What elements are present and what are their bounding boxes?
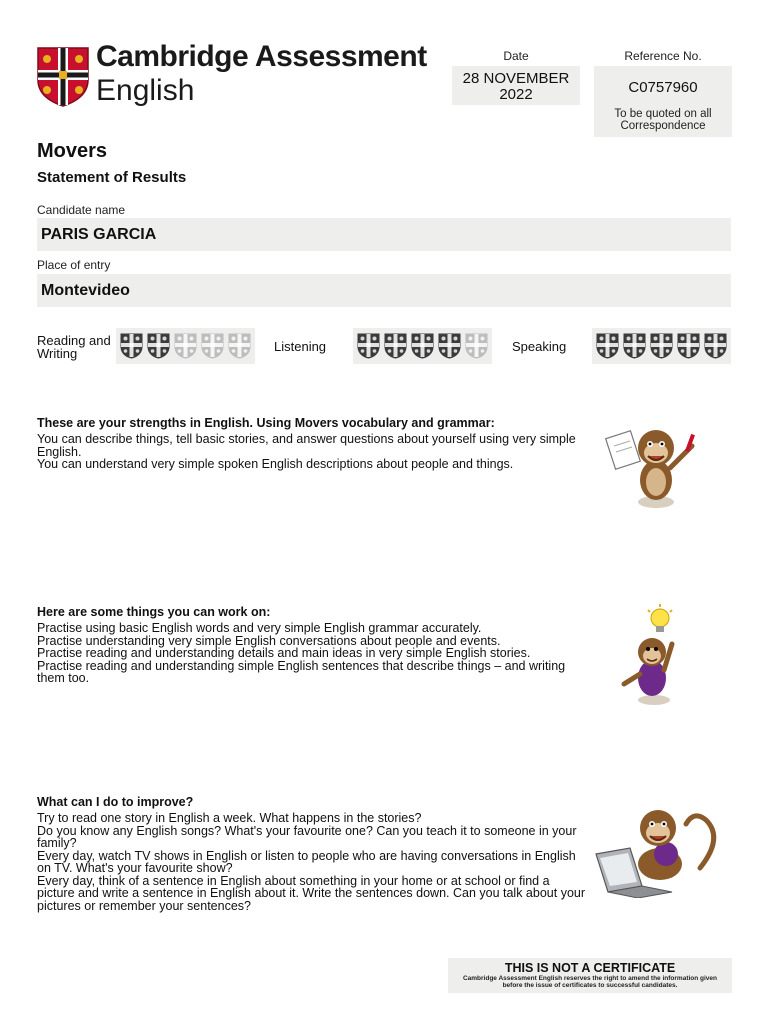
body-line: You can describe things, tell basic stories, and answer questions about yourself using very simple English. [37, 432, 576, 459]
shield-filled-icon [623, 333, 646, 359]
shield-empty-icon [228, 333, 251, 359]
reference-box [594, 66, 732, 137]
improve-heading: What can I do to improve? [37, 795, 194, 809]
candidate-name-value: PARIS GARCIA [41, 226, 157, 243]
date-value: 28 NOVEMBER 2022 [452, 66, 580, 105]
work-on-body [37, 622, 589, 685]
shield-filled-icon [120, 333, 143, 359]
body-line: Try to read one story in English a week. What happens in the stories? [37, 811, 422, 825]
body-line: You can understand very simple spoken English descriptions about people and things. [37, 457, 514, 471]
speaking-label: Speaking [512, 339, 567, 354]
reference-label: Reference No. [624, 49, 702, 63]
improve-body [37, 812, 589, 912]
work-on-heading: Here are some things you can work on: [37, 605, 271, 619]
cambridge-shield-logo [36, 46, 90, 108]
date-label: Date [503, 49, 529, 63]
speaking-shields [592, 328, 731, 364]
shield-empty-icon [174, 333, 197, 359]
statement-title: Statement of Results [37, 169, 187, 186]
strengths-body [37, 433, 589, 471]
place-of-entry-value: Montevideo [41, 282, 130, 299]
reference-note: To be quoted on all Correspondence [614, 108, 712, 132]
brand-subname: English [96, 74, 195, 107]
not-a-certificate-title: THIS IS NOT A CERTIFICATE [504, 961, 676, 975]
shield-filled-icon [596, 333, 619, 359]
exam-title: Movers [37, 140, 108, 162]
candidate-name-box [37, 218, 731, 251]
shield-filled-icon [384, 333, 407, 359]
shield-filled-icon [147, 333, 170, 359]
shield-filled-icon [704, 333, 727, 359]
reading-writing-label: Reading and Writing [37, 333, 111, 361]
shield-filled-icon [677, 333, 700, 359]
shield-filled-icon [650, 333, 673, 359]
not-a-certificate-note: Cambridge Assessment English reserves the right to amend the information given before the issue of certificates to successful candidates. [462, 975, 718, 989]
listening-shields [353, 328, 492, 364]
candidate-name-label: Candidate name [37, 203, 126, 217]
body-line: Every day, think of a sentence in English about something in your home or at school or find a picture and write a sentence in English about it. Write the sentences down. Can you talk about your pictures or remember your sentences? [37, 873, 586, 913]
body-line: Practise reading and understanding simple English sentences that describe things – and writing them too. [37, 658, 566, 685]
not-a-certificate-box [448, 958, 732, 993]
monkey-lightbulb-illustration [612, 604, 696, 708]
reference-value: C0757960 [628, 79, 698, 96]
body-line: Practise using basic English words and very simple English grammar accurately. [37, 621, 482, 635]
place-of-entry-box [37, 274, 731, 307]
body-line: Do you know any English songs? What's your favourite one? Can you teach it to someone in your family? [37, 823, 577, 850]
body-line: Every day, watch TV shows in English or listen to people who are having conversations in English on TV. What's your favourite show? [37, 848, 576, 875]
reading-writing-shields [116, 328, 255, 364]
shield-empty-icon [201, 333, 224, 359]
strengths-heading: These are your strengths in English. Using Movers vocabulary and grammar: [37, 416, 495, 430]
shield-filled-icon [411, 333, 434, 359]
shield-filled-icon [438, 333, 461, 359]
body-line: Practise reading and understanding details and main ideas in very simple English stories. [37, 646, 531, 660]
shield-filled-icon [357, 333, 380, 359]
place-of-entry-label: Place of entry [37, 258, 111, 272]
monkey-laptop-illustration [590, 798, 726, 898]
brand-name: Cambridge Assessment [96, 40, 427, 73]
body-line: Practise understanding very simple English conversations about people and events. [37, 633, 501, 648]
listening-label: Listening [274, 339, 327, 354]
shield-empty-icon [465, 333, 488, 359]
monkey-writing-illustration [604, 416, 708, 516]
